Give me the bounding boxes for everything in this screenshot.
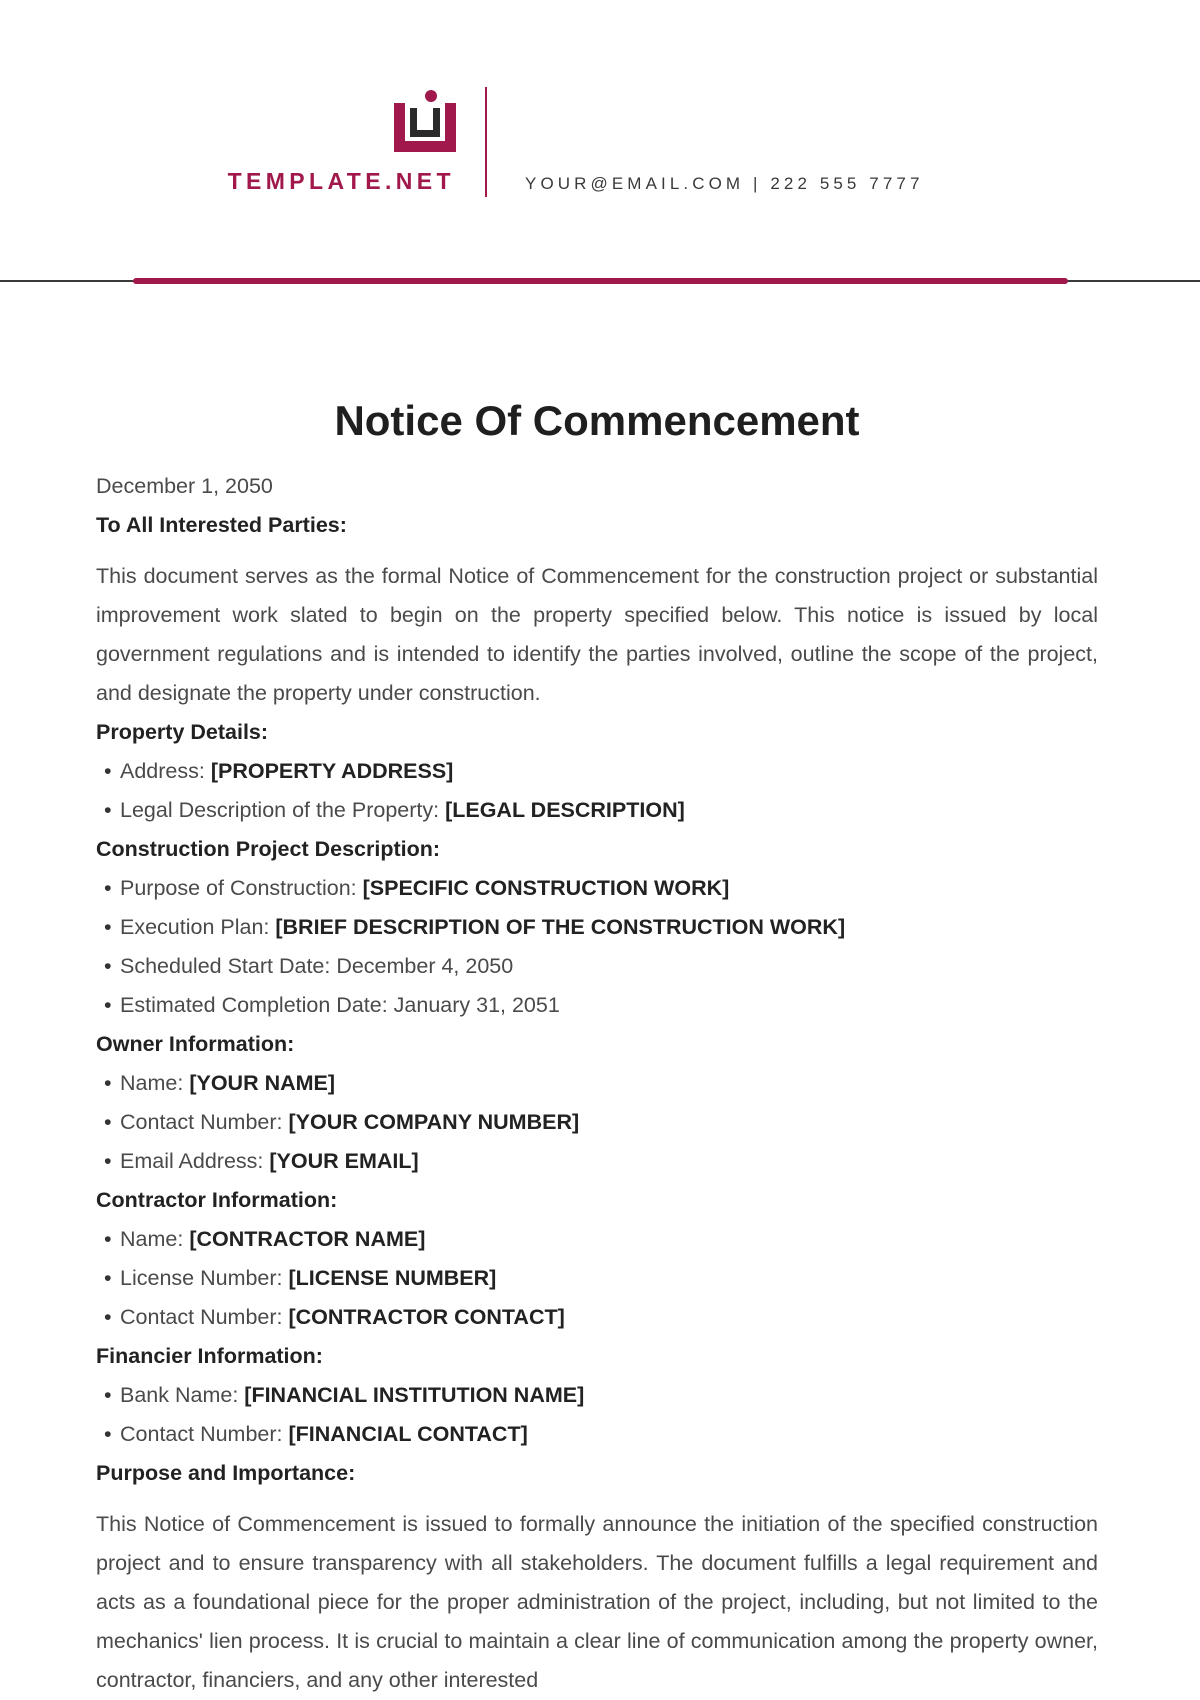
item-value: [LEGAL DESCRIPTION] bbox=[445, 798, 685, 822]
list-item bbox=[104, 986, 1098, 1025]
list-item bbox=[104, 1142, 1098, 1181]
item-label: License Number: bbox=[120, 1266, 289, 1290]
section-heading: Contractor Information: bbox=[96, 1188, 338, 1212]
bullet-icon: • bbox=[104, 1227, 112, 1251]
document-body bbox=[96, 395, 1098, 1700]
purpose-heading: Purpose and Importance: bbox=[96, 1461, 356, 1485]
bullet-icon: • bbox=[104, 1383, 112, 1407]
section-heading: Financier Information: bbox=[96, 1344, 323, 1368]
brand-name: TEMPLATE.NET bbox=[227, 168, 455, 194]
section-list bbox=[96, 869, 1098, 1025]
header-accent-rule bbox=[133, 278, 1068, 284]
section-list bbox=[96, 1220, 1098, 1337]
item-label: Estimated Completion Date: January 31, 2051 bbox=[120, 993, 560, 1017]
list-item bbox=[104, 1220, 1098, 1259]
document-title: Notice Of Commencement bbox=[334, 397, 860, 444]
document-date: December 1, 2050 bbox=[96, 474, 273, 498]
item-label: Purpose of Construction: bbox=[120, 876, 363, 900]
item-label: Name: bbox=[120, 1071, 190, 1095]
bullet-icon: • bbox=[104, 915, 112, 939]
item-value: [YOUR EMAIL] bbox=[269, 1149, 419, 1173]
section-list bbox=[96, 1064, 1098, 1181]
bullet-icon: • bbox=[104, 759, 112, 783]
item-label: Name: bbox=[120, 1227, 190, 1251]
list-item bbox=[104, 752, 1098, 791]
section-list bbox=[96, 1376, 1098, 1454]
bullet-icon: • bbox=[104, 1071, 112, 1095]
item-label: Contact Number: bbox=[120, 1110, 289, 1134]
section-list bbox=[96, 752, 1098, 830]
list-item bbox=[104, 1064, 1098, 1103]
item-label: Contact Number: bbox=[120, 1305, 289, 1329]
bullet-icon: • bbox=[104, 1266, 112, 1290]
item-value: [LICENSE NUMBER] bbox=[288, 1266, 497, 1290]
item-value: [CONTRACTOR NAME] bbox=[189, 1227, 426, 1251]
bullet-icon: • bbox=[104, 798, 112, 822]
item-value: [FINANCIAL INSTITUTION NAME] bbox=[244, 1383, 585, 1407]
list-item bbox=[104, 1259, 1098, 1298]
section-heading: Owner Information: bbox=[96, 1032, 295, 1056]
bullet-icon: • bbox=[104, 993, 112, 1017]
item-label: Scheduled Start Date: December 4, 2050 bbox=[120, 954, 514, 978]
list-item bbox=[104, 908, 1098, 947]
salutation: To All Interested Parties: bbox=[96, 513, 347, 537]
item-label: Contact Number: bbox=[120, 1422, 289, 1446]
item-label: Execution Plan: bbox=[120, 915, 276, 939]
item-value: [YOUR NAME] bbox=[189, 1071, 336, 1095]
item-value: [CONTRACTOR CONTACT] bbox=[288, 1305, 565, 1329]
list-item bbox=[104, 1298, 1098, 1337]
purpose-paragraph: This Notice of Commencement is issued to formally announce the initiation of the specified construction project and to ensure transparency with all stakeholders. The document fulfills a legal requirement and acts as a foundational piece for the proper administration of the project, including, but not limited to the mechanics' lien process. It is crucial to maintain a clear line of communication among the property owner, contractor, financiers, and any other interested bbox=[96, 1512, 1098, 1692]
list-item bbox=[104, 791, 1098, 830]
section-heading: Construction Project Description: bbox=[96, 837, 441, 861]
item-value: [FINANCIAL CONTACT] bbox=[288, 1422, 528, 1446]
item-label: Bank Name: bbox=[120, 1383, 245, 1407]
list-item bbox=[104, 947, 1098, 986]
letterhead bbox=[0, 0, 1200, 290]
bullet-icon: • bbox=[104, 1110, 112, 1134]
item-value: [YOUR COMPANY NUMBER] bbox=[288, 1110, 580, 1134]
list-item bbox=[104, 869, 1098, 908]
section-heading: Property Details: bbox=[96, 720, 269, 744]
item-label: Address: bbox=[120, 759, 211, 783]
bullet-icon: • bbox=[104, 1305, 112, 1329]
item-value: [PROPERTY ADDRESS] bbox=[210, 759, 454, 783]
template-net-logo-icon bbox=[394, 90, 456, 152]
item-value: [BRIEF DESCRIPTION OF THE CONSTRUCTION WORK] bbox=[275, 915, 846, 939]
bullet-icon: • bbox=[104, 954, 112, 978]
item-label: Legal Description of the Property: bbox=[120, 798, 446, 822]
list-item bbox=[104, 1103, 1098, 1142]
bullet-icon: • bbox=[104, 1149, 112, 1173]
item-value: [SPECIFIC CONSTRUCTION WORK] bbox=[362, 876, 730, 900]
list-item bbox=[104, 1376, 1098, 1415]
sections-container bbox=[96, 713, 1098, 1454]
item-label: Email Address: bbox=[120, 1149, 270, 1173]
bullet-icon: • bbox=[104, 876, 112, 900]
bullet-icon: • bbox=[104, 1422, 112, 1446]
intro-paragraph: This document serves as the formal Notice of Commencement for the construction project or substantial improvement work slated to begin on the property specified below. This notice is issued by local government regulations and is intended to identify the parties involved, outline the scope of the project, and designate the property under construction. bbox=[96, 564, 1098, 705]
contact-info: YOUR@EMAIL.COM | 222 555 7777 bbox=[525, 174, 924, 193]
header-divider bbox=[485, 87, 487, 197]
list-item bbox=[104, 1415, 1098, 1454]
